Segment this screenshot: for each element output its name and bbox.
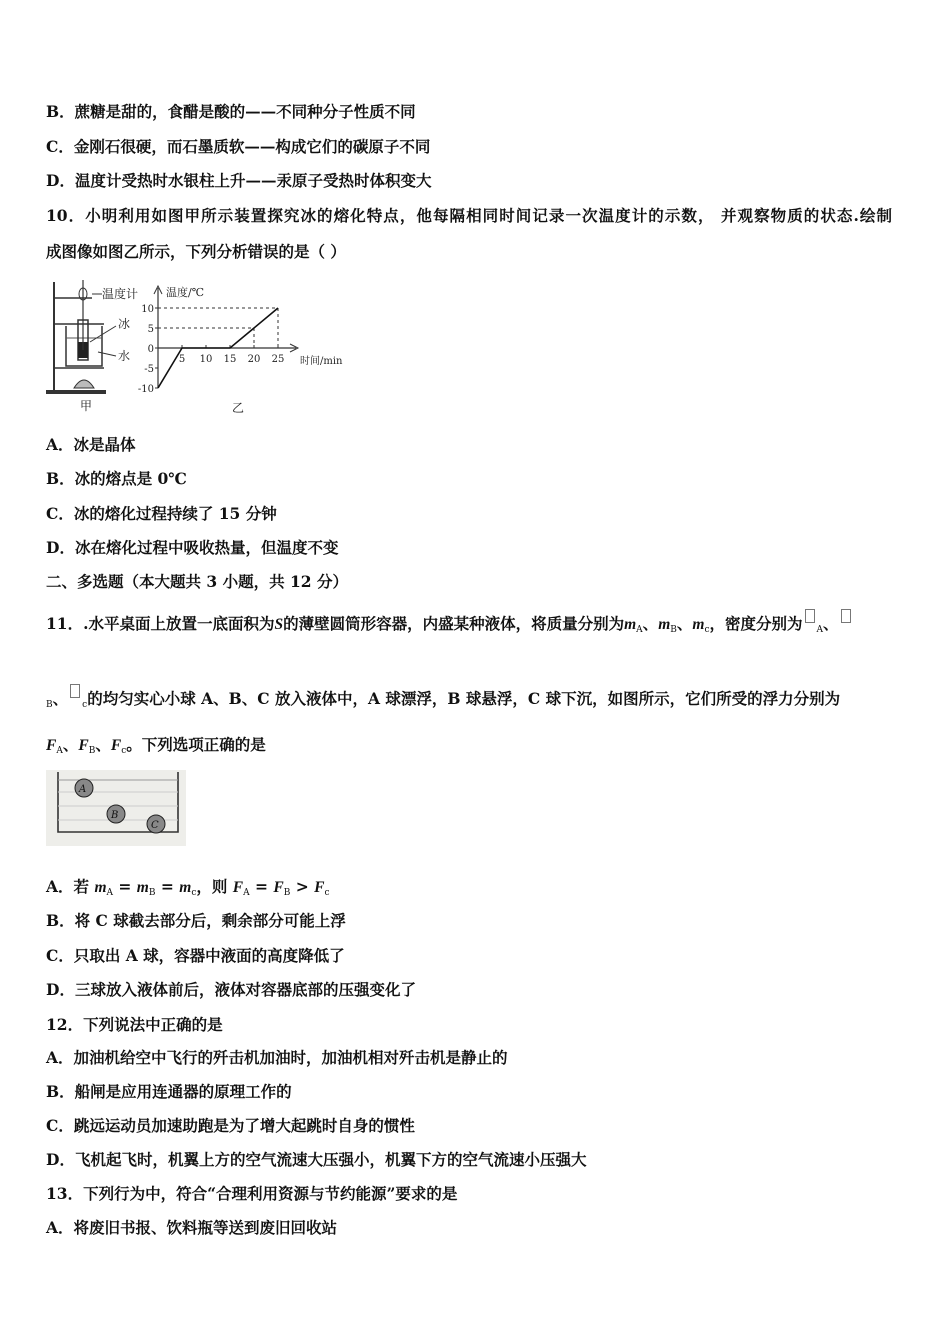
q13-stem: 13．下列行为中，符合“合理利用资源与节约能源”要求的是 bbox=[46, 1184, 458, 1203]
y-tick-label: 10 bbox=[141, 304, 154, 315]
y-tick-label: -10 bbox=[137, 384, 154, 395]
q12-option-d: D．飞机起飞时，机翼上方的空气流速大压强小，机翼下方的空气流速小压强大 bbox=[46, 1150, 587, 1169]
y-tick-label: -5 bbox=[144, 364, 154, 375]
leader-ice bbox=[90, 326, 116, 342]
ball-a-label: A bbox=[79, 784, 87, 795]
q11-stem-line1: 11．.水平桌面上放置一底面积为S的薄壁圆筒形容器，内盛某种液体，将质量分别为$m_A$、$m_B$、$m_c$，密度分别为 $_A$、 bbox=[46, 609, 853, 635]
section-2-heading: 二、多选题（本大题共 3 小题，共 12 分） bbox=[46, 572, 348, 591]
q12-option-a: A．加油机给空中飞行的歼击机加油时，加油机相对歼击机是静止的 bbox=[46, 1048, 508, 1067]
q11-option-c: C．只取出 A 球，容器中液面的高度降低了 bbox=[46, 946, 345, 965]
x-tick-label: 15 bbox=[223, 354, 237, 365]
q10-option-a: A．冰是晶体 bbox=[46, 435, 136, 454]
x-tick-label: 5 bbox=[178, 354, 186, 365]
rho-a-symbol bbox=[805, 609, 815, 623]
q11-stem-line3: $F_A$、$F_B$、$F_c$。下列选项正确的是 bbox=[46, 735, 266, 756]
x-tick-label: 10 bbox=[199, 354, 213, 365]
q10-option-c: C．冰的熔化过程持续了 15 分钟 bbox=[46, 504, 277, 523]
x-axis-label: 时间/min bbox=[300, 356, 343, 367]
figure-caption-jia: 甲 bbox=[80, 399, 93, 413]
q11-container-figure bbox=[46, 770, 186, 846]
leader-water bbox=[98, 352, 116, 356]
ball-c-label: C bbox=[151, 820, 159, 831]
y-axis-label: 温度/℃ bbox=[166, 286, 205, 299]
alcohol-lamp bbox=[74, 380, 94, 388]
ice-label: 冰 bbox=[118, 317, 131, 331]
stand-base bbox=[46, 390, 106, 394]
y-tick-label: 0 bbox=[147, 344, 154, 355]
q10-temperature-chart bbox=[136, 280, 358, 416]
q9-option-d: D．温度计受热时水银柱上升——汞原子受热时体积变大 bbox=[46, 171, 432, 190]
q9-option-b: B．蔗糖是甜的，食醋是酸的——不同种分子性质不同 bbox=[46, 102, 416, 121]
q11-option-a: A．若 $m_A = m_B = m_c$，则 $F_A = F_B > F_c$ bbox=[46, 877, 330, 898]
q11-stem-line2: $_B$、 $_c$的均匀实心小球 A、B、C 放入液体中，A 球漂浮，B 球悬浮，C 球下沉，如图所示，它们所受的浮力分别为 bbox=[46, 684, 840, 710]
q9-option-c: C．金刚石很硬，而石墨质软——构成它们的碳原子不同 bbox=[46, 137, 431, 156]
q10-option-b: B．冰的熔点是 0℃ bbox=[46, 469, 187, 488]
rho-c-symbol bbox=[70, 684, 80, 698]
q13-option-a: A．将废旧书报、饮料瓶等送到废旧回收站 bbox=[46, 1218, 338, 1237]
q10-option-d: D．冰在熔化过程中吸收热量，但温度不变 bbox=[46, 538, 339, 557]
x-tick-label: 25 bbox=[271, 354, 285, 365]
q10-stem-line2: 成图像如图乙所示，下列分析错误的是（ ） bbox=[46, 242, 346, 261]
q12-option-b: B．船闸是应用连通器的原理工作的 bbox=[46, 1082, 292, 1101]
q10-apparatus-figure bbox=[44, 276, 148, 414]
figure-caption-yi: 乙 bbox=[232, 401, 245, 415]
x-tick-label: 20 bbox=[247, 354, 261, 365]
q10-stem-line1: 10．小明利用如图甲所示装置探究冰的熔化特点，他每隔相同时间记录一次温度计的示数， 并观察物质的状态.绘制 bbox=[46, 206, 892, 225]
ball-b-label: B bbox=[111, 810, 119, 821]
y-tick-label: 5 bbox=[147, 324, 154, 335]
water-label: 水 bbox=[118, 349, 131, 363]
q12-option-c: C．跳远运动员加速助跑是为了增大起跳时自身的惯性 bbox=[46, 1116, 415, 1135]
rho-b-symbol bbox=[841, 609, 851, 623]
q11-option-d: D．三球放入液体前后，液体对容器底部的压强变化了 bbox=[46, 980, 416, 999]
q12-stem: 12．下列说法中正确的是 bbox=[46, 1015, 223, 1034]
thermometer-label: 温度计 bbox=[102, 287, 139, 301]
q11-option-b: B．将 C 球截去部分后，剩余部分可能上浮 bbox=[46, 911, 346, 930]
